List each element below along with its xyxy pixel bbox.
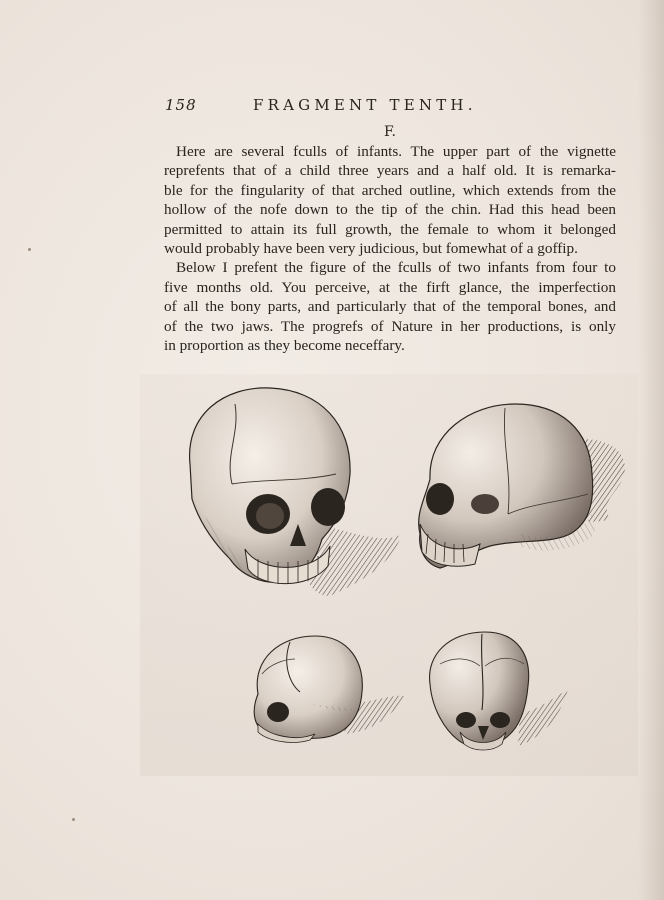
page-gutter-shadow [638,0,664,900]
text-line: Below I prefent the figure of the fculls of two infants from four to [176,259,616,277]
paragraph-2 [164,258,616,355]
text-line: Here are several fculls of infants. The upper part of the vignette [176,143,616,160]
child-skull-side-view [419,404,625,568]
page-speck [72,818,75,821]
skull-engraving [140,374,638,776]
text-line: five months old. You perceive, at the firft glance, the imperfection [164,278,616,296]
infant-skull-side-view [254,636,405,742]
text-line: of the two jaws. The progrefs of Nature in her productions, is only [164,317,616,335]
text-line: in proportion as they become neceffary. [164,336,405,354]
page-number: 158 [165,96,197,114]
engraved-plate [140,374,638,776]
body-text [164,142,616,355]
running-title: FRAGMENT TENTH. [253,96,477,114]
text-line: reprefents that of a child three years and a half old. It is remarka- [164,162,616,180]
infant-skull-front-view [430,632,568,750]
text-line: of all the bony parts, and particularly that of the temporal bones, and [164,298,616,316]
page-speck [28,248,31,251]
text-line: ble for the fingularity of that arched outline, which extends from the [164,181,616,199]
text-line: hollow of the nofe down to the tip of the chin. Had this head been [164,201,616,219]
paragraph-1 [164,142,616,258]
section-letter: F. [384,124,396,140]
page-header [165,96,605,116]
child-skull-front-view [190,388,402,596]
text-line: permitted to attain its full growth, the female to whom it belonged [164,220,616,238]
text-line: would probably have been very judicious, but fomewhat of a goffip. [164,239,578,257]
